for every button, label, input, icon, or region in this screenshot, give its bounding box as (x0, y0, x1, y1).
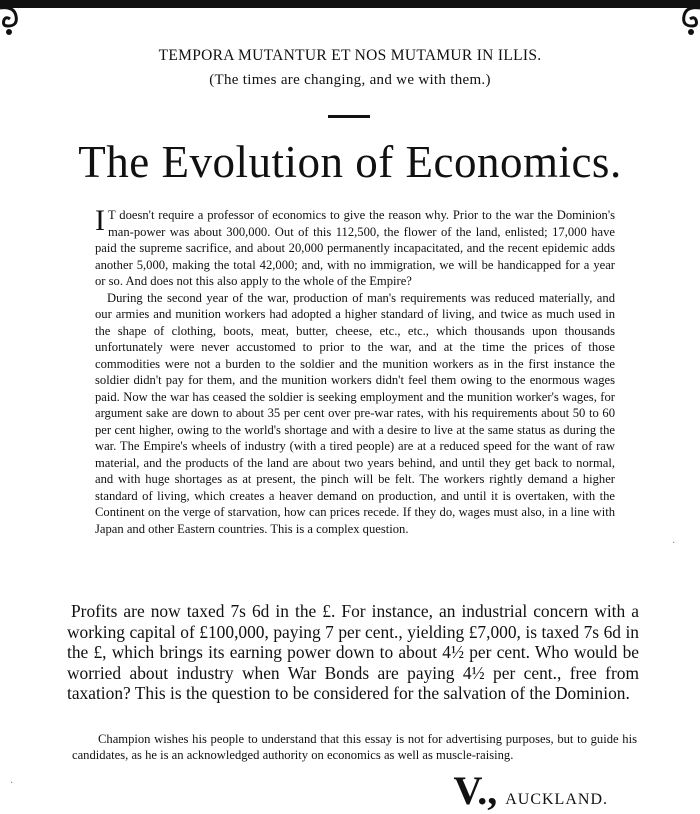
paragraph-4-champion: Champion wishes his people to understand that this essay is not for advertising purposes, but to guide his candidates, as he is an acknowledged authority on economics as well as muscle-raising. (72, 732, 637, 762)
title-divider (328, 115, 370, 118)
paragraph-1-text: T doesn't require a professor of economics to give the reason why. Prior to the war the Dominion's man-power was about 300,000. Out of this 112,500, the flower of the land, enlisted; 17,000 have paid the supreme sacrifice, and about 20,000 permanently incapacitated, and the recent epidemic adds another 5,000, making the total 42,000; and, with no immigration, we will be handicapped for a year or so. And does not this also apply to the whole of the Empire? (95, 208, 615, 288)
motto-latin: TEMPORA MUTANTUR ET NOS MUTAMUR IN ILLIS. (158, 47, 542, 64)
paragraph-2: During the second year of the war, production of man's requirements was reduced materially, and our armies and munition workers had adopted a higher standard of living, and twice as much used in the shape of clothing, boots, meat, butter, cheese, etc., etc., which thousands upon thousands unfortunately were never accustomed to prior to the war, and at the time the prices of those commodities were not a burden to the soldier and the munition workers as in the first instance the soldier didn't pay for them, and the munition workers didn't feel them owing to the enormous wages paid. Now the war has ceased the soldier is seeking employment and the munition worker's wages, for argument sake are down to about 35 per cent over pre-war rates, with his requirements about 50 to 60 per cent higher, owing to the world's shortage and with a desire to live at the same status as during the war. The Empire's wheels of industry (with a tired people) are at a reduced speed for the want of raw material, and the products of the land are about two years behind, and until they get back to normal, and with huge shortages as at present, the pinch will be felt. The workers rightly demand a higher standard of living, which creates a heaver demand on production, and until it is overtaken, with the Continent on the verge of starvation, how can prices recede. If they do, wages must also, in a line with Japan and other Eastern countries. This is a complex question. (95, 290, 615, 536)
paragraph-3-profits: Profits are now taxed 7s 6d in the £. For instance, an industrial concern with a working capital of £100,000, paying 7 per cent., yielding £7,000, is taxed 7s 6d in the £, which brings its earning power down to about 4½ per cent. Who would be worried about industry when War Bonds are paying 4½ per cent., free from taxation? This is the question to be considered for the salvation of the Dominion. (67, 601, 639, 703)
signature-place: AUCKLAND. (505, 791, 608, 808)
paragraph-1 (95, 204, 615, 290)
article-body-small (95, 204, 615, 537)
motto-english: (The times are changing, and we with them.) (209, 72, 491, 88)
headline: The Evolution of Economics. (78, 137, 622, 187)
top-border-rule (0, 0, 700, 8)
margin-mark: · (10, 778, 14, 789)
margin-mark: · (672, 538, 676, 549)
signature-initial: V., (453, 768, 498, 813)
drop-cap: I (95, 204, 105, 237)
signature (453, 767, 608, 814)
corner-ornament-right-icon (674, 2, 700, 38)
corner-ornament-left-icon (0, 2, 26, 38)
